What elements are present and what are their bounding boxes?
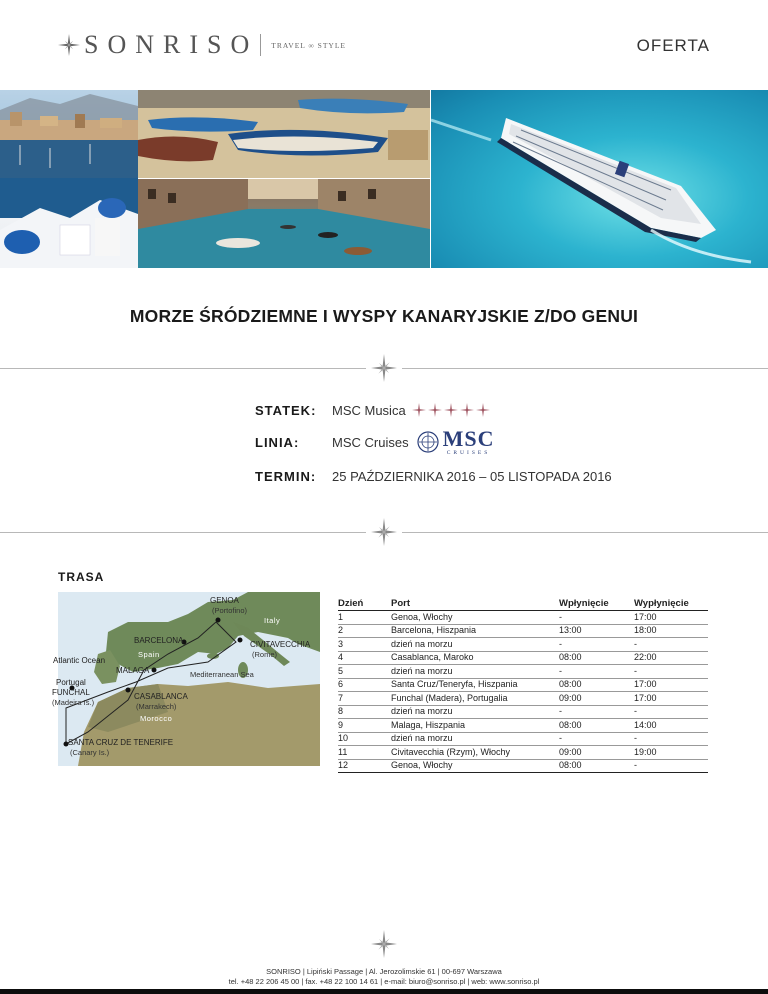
cell-arrival: 09:00 (559, 692, 634, 706)
cell-day: 5 (338, 665, 391, 679)
table-row (338, 746, 708, 760)
map-label-rome: (Rome) (252, 650, 278, 659)
cell-day: 6 (338, 678, 391, 692)
line-label: LINIA: (255, 434, 300, 450)
cell-departure: 22:00 (634, 651, 708, 665)
ship-value-wrap (332, 403, 492, 418)
photo-fishing-boats (138, 90, 430, 178)
table-row (338, 665, 708, 679)
cell-arrival: 08:00 (559, 651, 634, 665)
cell-port: Funchal (Madera), Portugalia (391, 692, 559, 706)
table-row (338, 638, 708, 652)
cell-day: 7 (338, 692, 391, 706)
cell-arrival: - (559, 665, 634, 679)
footer-address: SONRISO | Lipiński Passage | Al. Jerozolimskie 61 | 00-697 Warszawa (266, 967, 502, 976)
cell-departure: - (634, 665, 708, 679)
compass-star-icon (412, 403, 426, 417)
map-label-spain: Spain (138, 650, 160, 659)
table-row (338, 624, 708, 638)
cell-port: dzień na morzu (391, 705, 559, 719)
cell-departure: 14:00 (634, 719, 708, 733)
cell-departure: 17:00 (634, 678, 708, 692)
itinerary-table (338, 597, 708, 773)
route-heading: TRASA (58, 570, 105, 584)
compass-star-icon (371, 518, 397, 546)
map-label-civitavecchia: CIVITAVECCHIA (250, 640, 311, 649)
cell-departure: - (634, 732, 708, 746)
map-label-marrakech: (Marrakech) (136, 702, 177, 711)
cell-day: 12 (338, 759, 391, 773)
compass-star-icon (444, 403, 458, 417)
cell-port: Genoa, Włochy (391, 611, 559, 625)
compass-star-icon (428, 403, 442, 417)
compass-star-icon (476, 403, 490, 417)
cell-port: dzień na morzu (391, 638, 559, 652)
footer-contact (0, 967, 768, 987)
cell-departure: 18:00 (634, 624, 708, 638)
offer-label: OFERTA (636, 36, 710, 55)
cell-day: 1 (338, 611, 391, 625)
compass-star-icon (460, 403, 474, 417)
ship-name: MSC Musica (332, 402, 406, 418)
map-label-mediterranean: Mediterranean Sea (190, 670, 254, 679)
cell-departure: - (634, 638, 708, 652)
map-label-funchal: FUNCHAL (52, 688, 90, 697)
cell-departure: 17:00 (634, 611, 708, 625)
line-name: MSC Cruises (332, 434, 409, 450)
table-row (338, 692, 708, 706)
ship-label: STATEK: (255, 402, 317, 418)
cell-port: Santa Cruz/Teneryfa, Hiszpania (391, 678, 559, 692)
cell-day: 3 (338, 638, 391, 652)
photo-venice-canal (138, 179, 430, 268)
cell-departure: - (634, 705, 708, 719)
logo-separator (260, 34, 261, 56)
compass-star-icon (58, 34, 80, 56)
cell-arrival: 09:00 (559, 746, 634, 760)
cell-arrival: 08:00 (559, 759, 634, 773)
divider-top (0, 354, 768, 384)
map-label-casablanca: CASABLANCA (134, 692, 188, 701)
table-header-row (338, 597, 708, 611)
table-row (338, 651, 708, 665)
map-label-barcelona: BARCELONA (134, 636, 184, 645)
table-row (338, 705, 708, 719)
term-value: 25 PAŹDZIERNIKA 2016 – 05 LISTOPADA 2016 (332, 468, 612, 484)
divider-middle (0, 518, 768, 548)
compass-star-icon (371, 354, 397, 382)
cell-port: Genoa, Włochy (391, 759, 559, 773)
hero-photo-collage (0, 90, 768, 268)
cell-arrival: 08:00 (559, 719, 634, 733)
table-row (338, 719, 708, 733)
col-header-port: Port (391, 597, 559, 611)
table-row (338, 678, 708, 692)
footer-contacts: tel. +48 22 206 45 00 | fax. +48 22 100 14 61 | e-mail: biuro@sonriso.pl | web: www.sonriso.pl (228, 977, 540, 986)
cell-day: 8 (338, 705, 391, 719)
divider-footer (0, 930, 768, 960)
msc-logo-text: MSC (442, 425, 495, 451)
map-label-genoa: GENOA (210, 596, 239, 605)
map-label-atlantic: Atlantic Ocean (53, 656, 106, 665)
map-label-italy: Italy (264, 616, 281, 625)
table-row (338, 732, 708, 746)
sonriso-logo[interactable] (58, 30, 346, 60)
col-header-departure: Wypłynięcie (634, 597, 708, 611)
table-row (338, 611, 708, 625)
cell-departure: 19:00 (634, 746, 708, 760)
offer-title: MORZE ŚRÓDZIEMNE I WYSPY KANARYJSKIE Z/DO GENUI (129, 306, 639, 326)
msc-logo-subtext: CRUISES (446, 449, 491, 456)
cell-port: Malaga, Hiszpania (391, 719, 559, 733)
col-header-day: Dzień (338, 597, 391, 611)
cell-arrival: - (559, 732, 634, 746)
cell-day: 9 (338, 719, 391, 733)
cell-port: Casablanca, Maroko (391, 651, 559, 665)
cell-day: 11 (338, 746, 391, 760)
map-label-tenerife: SANTA CRUZ DE TENERIFE (68, 738, 174, 747)
cell-port: dzień na morzu (391, 732, 559, 746)
photo-cruise-ship (431, 90, 768, 268)
table-row (338, 759, 708, 773)
map-label-malaga: MALAGA (116, 666, 150, 675)
term-label: TERMIN: (255, 468, 317, 484)
map-label-portofino: (Portofino) (212, 606, 248, 615)
cell-arrival: - (559, 638, 634, 652)
line-value-wrap (332, 425, 495, 457)
logo-wordmark: SONRISO (84, 30, 259, 59)
logo-tagline: TRAVEL ∞ STYLE (271, 40, 347, 50)
cell-port: dzień na morzu (391, 665, 559, 679)
map-label-madeira: (Madeira Is.) (52, 698, 95, 707)
map-label-morocco: Morocco (140, 714, 173, 723)
cell-day: 2 (338, 624, 391, 638)
map-label-portugal: Portugal (56, 678, 86, 687)
cell-departure: 17:00 (634, 692, 708, 706)
msc-emblem-icon (417, 431, 439, 453)
msc-logo (417, 425, 495, 457)
cell-day: 4 (338, 651, 391, 665)
ship-rating (412, 403, 492, 417)
cell-arrival: 13:00 (559, 624, 634, 638)
route-map (52, 592, 320, 766)
cell-departure: - (634, 759, 708, 773)
cell-port: Barcelona, Hiszpania (391, 624, 559, 638)
cell-port: Civitavecchia (Rzym), Włochy (391, 746, 559, 760)
cell-arrival: - (559, 705, 634, 719)
col-header-arrival: Wpłynięcie (559, 597, 634, 611)
photo-coastal-town (0, 90, 138, 268)
header (0, 0, 768, 90)
compass-star-icon (371, 930, 397, 958)
bottom-bar (0, 989, 768, 994)
cell-day: 10 (338, 732, 391, 746)
map-label-canary: (Canary Is.) (70, 748, 110, 757)
cell-arrival: 08:00 (559, 678, 634, 692)
cell-arrival: - (559, 611, 634, 625)
